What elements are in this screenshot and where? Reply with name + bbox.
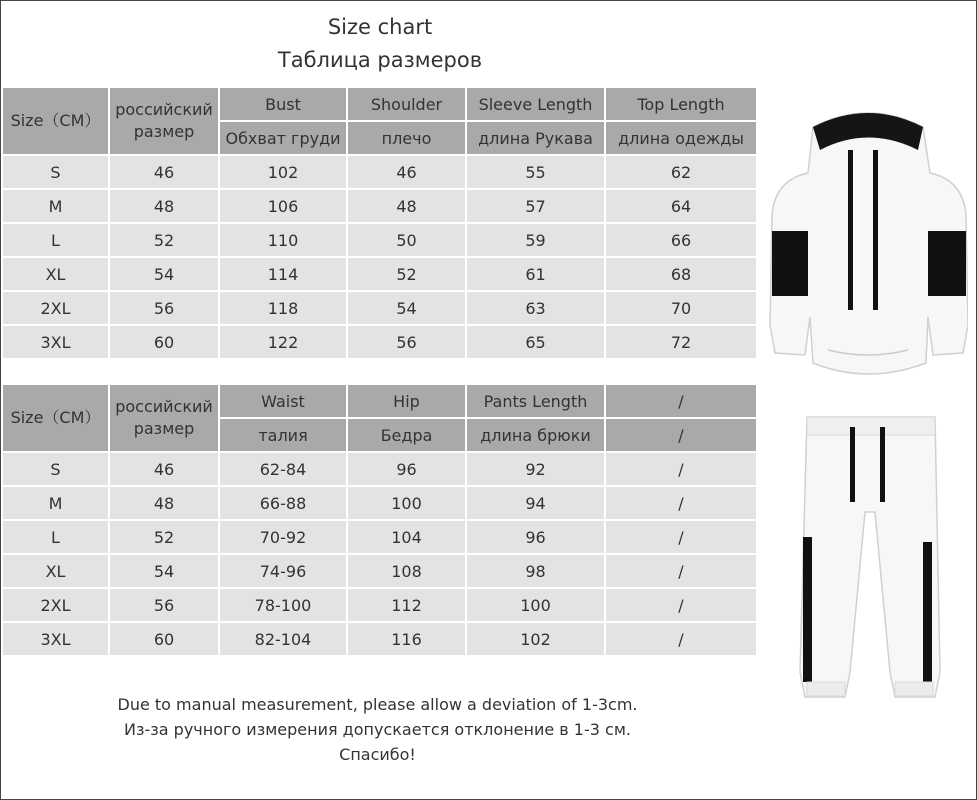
table-cell: 61 <box>467 258 604 290</box>
table-cell: M <box>3 487 108 519</box>
table-cell: 98 <box>467 555 604 587</box>
table-cell: 66-88 <box>220 487 346 519</box>
table-cell: 108 <box>348 555 465 587</box>
table-cell: XL <box>3 258 108 290</box>
table-cell: 52 <box>110 521 218 553</box>
table-cell: 102 <box>467 623 604 655</box>
table-cell: XL <box>3 555 108 587</box>
column-header-ru: длина Рукава <box>467 122 604 154</box>
table-cell: 46 <box>348 156 465 188</box>
column-header: Shoulder <box>348 88 465 120</box>
table-cell: 56 <box>110 589 218 621</box>
table-cell: 54 <box>348 292 465 324</box>
column-header: Top Length <box>606 88 756 120</box>
table-cell: 106 <box>220 190 346 222</box>
table-cell: 60 <box>110 623 218 655</box>
table-cell: 70 <box>606 292 756 324</box>
note-ru: Из-за ручного измерения допускается отклонение в 1-3 см. <box>124 720 631 739</box>
table-cell: S <box>3 156 108 188</box>
table-row <box>3 555 756 587</box>
table-cell: 3XL <box>3 623 108 655</box>
table-cell: 50 <box>348 224 465 256</box>
ru-size-header: российский размер <box>110 385 218 451</box>
table-cell: 92 <box>467 453 604 485</box>
table-cell: 100 <box>467 589 604 621</box>
column-header: Waist <box>220 385 346 417</box>
table-cell: 46 <box>110 156 218 188</box>
table-cell: 94 <box>467 487 604 519</box>
table-row <box>3 190 756 222</box>
table-cell: 64 <box>606 190 756 222</box>
table-cell: 112 <box>348 589 465 621</box>
column-header: / <box>606 385 756 417</box>
column-header: Bust <box>220 88 346 120</box>
table-cell: 54 <box>110 258 218 290</box>
column-header-ru: Обхват груди <box>220 122 346 154</box>
table-cell: 48 <box>348 190 465 222</box>
column-header: Pants Length <box>467 385 604 417</box>
table-row <box>3 292 756 324</box>
column-header: Sleeve Length <box>467 88 604 120</box>
table-cell: 55 <box>467 156 604 188</box>
table-cell: 66 <box>606 224 756 256</box>
column-header-ru: / <box>606 419 756 451</box>
table-cell: 96 <box>467 521 604 553</box>
column-header-ru: Бедра <box>348 419 465 451</box>
chart-title: Size chart <box>327 15 433 39</box>
table-cell: 102 <box>220 156 346 188</box>
table-cell: S <box>3 453 108 485</box>
table-cell: / <box>606 623 756 655</box>
table-cell: L <box>3 224 108 256</box>
table-cell: 52 <box>348 258 465 290</box>
table-cell: 100 <box>348 487 465 519</box>
table-cell: 63 <box>467 292 604 324</box>
table-cell: 78-100 <box>220 589 346 621</box>
table-cell: / <box>606 453 756 485</box>
table-cell: 59 <box>467 224 604 256</box>
table-cell: 3XL <box>3 326 108 358</box>
size-header: Size（CM） <box>3 88 108 154</box>
table-cell: 56 <box>110 292 218 324</box>
chart-subtitle: Таблица размеров <box>277 48 483 72</box>
table-cell: L <box>3 521 108 553</box>
table-cell: 56 <box>348 326 465 358</box>
column-header-ru: длина брюки <box>467 419 604 451</box>
table-cell: 2XL <box>3 589 108 621</box>
column-header-ru: плечо <box>348 122 465 154</box>
table-cell: 116 <box>348 623 465 655</box>
note-thanks: Спасибо! <box>339 745 416 764</box>
table-row <box>3 224 756 256</box>
hoodie-image <box>768 105 968 380</box>
table-row <box>3 589 756 621</box>
bottom-size-table <box>1 383 758 657</box>
table-cell: 60 <box>110 326 218 358</box>
table-cell: 104 <box>348 521 465 553</box>
table-cell: 122 <box>220 326 346 358</box>
table-row <box>3 623 756 655</box>
table-cell: 54 <box>110 555 218 587</box>
note-en: Due to manual measurement, please allow a deviation of 1-3cm. <box>117 695 638 714</box>
table-cell: 48 <box>110 190 218 222</box>
table-cell: 52 <box>110 224 218 256</box>
table-cell: 74-96 <box>220 555 346 587</box>
size-header: Size（CM） <box>3 385 108 451</box>
table-cell: 62 <box>606 156 756 188</box>
table-cell: 110 <box>220 224 346 256</box>
table-cell: 70-92 <box>220 521 346 553</box>
table-cell: 65 <box>467 326 604 358</box>
jogger-pants-image <box>795 412 945 702</box>
top-size-table <box>1 86 758 360</box>
column-header-ru: длина одежды <box>606 122 756 154</box>
table-cell: M <box>3 190 108 222</box>
table-cell: / <box>606 521 756 553</box>
table-row <box>3 453 756 485</box>
table-row <box>3 521 756 553</box>
table-cell: 114 <box>220 258 346 290</box>
column-header: Hip <box>348 385 465 417</box>
table-cell: / <box>606 589 756 621</box>
table-cell: 96 <box>348 453 465 485</box>
table-cell: 62-84 <box>220 453 346 485</box>
column-header-ru: талия <box>220 419 346 451</box>
table-row <box>3 487 756 519</box>
table-cell: 57 <box>467 190 604 222</box>
table-row <box>3 258 756 290</box>
table-row <box>3 326 756 358</box>
table-cell: 2XL <box>3 292 108 324</box>
table-cell: 48 <box>110 487 218 519</box>
table-cell: 46 <box>110 453 218 485</box>
table-cell: 118 <box>220 292 346 324</box>
table-cell: / <box>606 555 756 587</box>
table-cell: / <box>606 487 756 519</box>
table-cell: 82-104 <box>220 623 346 655</box>
ru-size-header: российский размер <box>110 88 218 154</box>
table-cell: 68 <box>606 258 756 290</box>
table-row <box>3 156 756 188</box>
table-cell: 72 <box>606 326 756 358</box>
